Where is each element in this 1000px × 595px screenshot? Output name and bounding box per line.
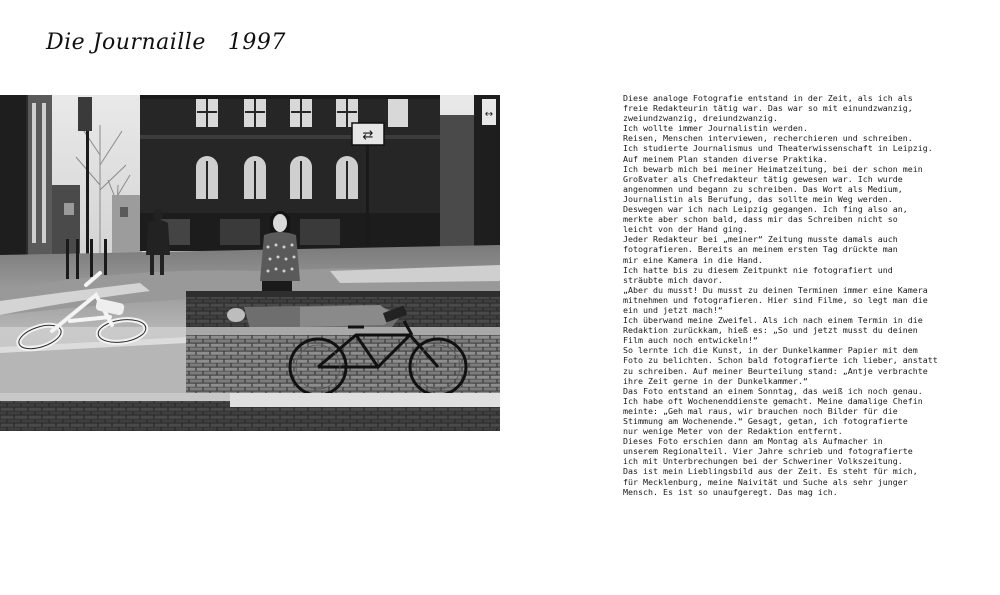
text-line: Redaktion zurückkam, hieß es: „So und jetzt musst du deinen	[623, 325, 918, 336]
text-line: Das Foto entstand an einem Sonntag, das weiß ich noch genau.	[623, 385, 923, 396]
text-line: Reisen, Menschen interviewen, recherchieren und schreiben.	[623, 133, 913, 144]
text-line: Ich hatte bis zu diesem Zeitpunkt nie fotografiert und	[623, 264, 893, 275]
svg-text:↔: ↔	[484, 109, 494, 120]
text-line: Diese analoge Fotografie entstand in der Zeit, als ich als	[623, 93, 913, 103]
text-line: ihre Zeit gerne in der Dunkelkammer.“	[623, 375, 808, 386]
text-line: mitnehmen und fotografieren. Hier sind Filme, so legt man die	[623, 294, 928, 305]
text-line: fotografieren. Bereits an meinem ersten Tag drückte man	[623, 244, 898, 255]
text-line: angenommen und begann zu schreiben. Das Wort als Medium,	[623, 183, 903, 194]
text-line: Auf meinem Plan standen diverse Praktika.	[623, 153, 828, 164]
text-line: Jeder Redakteur bei „meiner“ Zeitung musste damals auch	[623, 234, 898, 245]
text-line: Ich überwand meine Zweifel. Als ich nach einem Termin in die	[623, 315, 923, 326]
text-line: nur wenige Meter von der Redaktion entfernt.	[623, 426, 843, 437]
text-line: mir eine Kamera in die Hand.	[623, 254, 763, 265]
text-line: Das ist mein Lieblingsbild aus der Zeit. Es steht für mich,	[623, 466, 918, 477]
text-line: zu schreiben. Auf meiner Beurteilung stand: „Antje verbrachte	[623, 365, 928, 376]
text-line: So lernte ich die Kunst, in der Dunkelkammer Papier mit dem	[623, 345, 918, 356]
text-line: Deswegen war ich nach Leipzig gegangen. Ich fing also an,	[623, 204, 908, 215]
traffic-sign: ⇄	[362, 128, 374, 143]
text-line: freie Redakteurin tätig war. Das war so mit einundzwanzig,	[623, 103, 913, 114]
title-text: Die Journaille	[46, 30, 206, 55]
text-line: unserem Regionalteil. Vier Jahre schrieb und fotografierte	[623, 446, 913, 457]
text-line: merkte aber schon bald, dass mir das Schreiben nicht so	[623, 214, 898, 225]
text-line: zweiundzwanzig, dreiundzwanzig.	[623, 113, 778, 124]
text-line: Großvater als Chefredakteur tätig gewesen war. Ich wurde	[623, 173, 903, 184]
text-line: Ich bewarb mich bei meiner Heimatzeitung, bei der schon mein	[623, 163, 923, 174]
page-title	[46, 30, 286, 55]
text-line: Dieses Foto erschien dann am Montag als Aufmacher in	[623, 436, 883, 447]
text-line: Foto zu belichten. Schon bald fotografierte ich lieber, anstatt	[623, 355, 938, 366]
text-line: „Aber du musst! Du musst zu deinen Terminen immer eine Kamera	[623, 284, 928, 295]
street-photograph	[0, 95, 500, 431]
text-line: Ich studierte Journalismus und Theaterwissenschaft in Leipzig.	[623, 143, 933, 154]
text-line: Ich wollte immer Journalistin werden.	[623, 123, 808, 134]
text-line: Stimmung am Wochenende.“ Gesagt, getan, ich fotografierte	[623, 416, 908, 426]
body-text	[623, 93, 953, 497]
text-line: ein und jetzt mach!“	[623, 304, 723, 315]
text-line: ich mit Unterbrechungen bei der Schweriner Volkszeitung.	[623, 456, 903, 467]
text-line: für Mecklenburg, meine Naivität und Suche als sehr junger	[623, 476, 908, 487]
title-year: 1997	[227, 30, 286, 55]
text-line: Ich habe oft Wochenenddienste gemacht. Meine damalige Chefin	[623, 395, 923, 406]
text-line: sträubte mich davor.	[623, 274, 723, 285]
text-line: Mensch. Es ist so unaufgeregt. Das mag ich.	[623, 486, 838, 497]
text-line: Journalistin als Berufung, das sollte mein Weg werden.	[623, 193, 893, 204]
text-line: leicht von der Hand ging.	[623, 224, 748, 235]
text-line: Film auch noch entwickeln!“	[623, 335, 758, 346]
text-line: meinte: „Geh mal raus, wir brauchen noch Bilder für die	[623, 405, 898, 416]
